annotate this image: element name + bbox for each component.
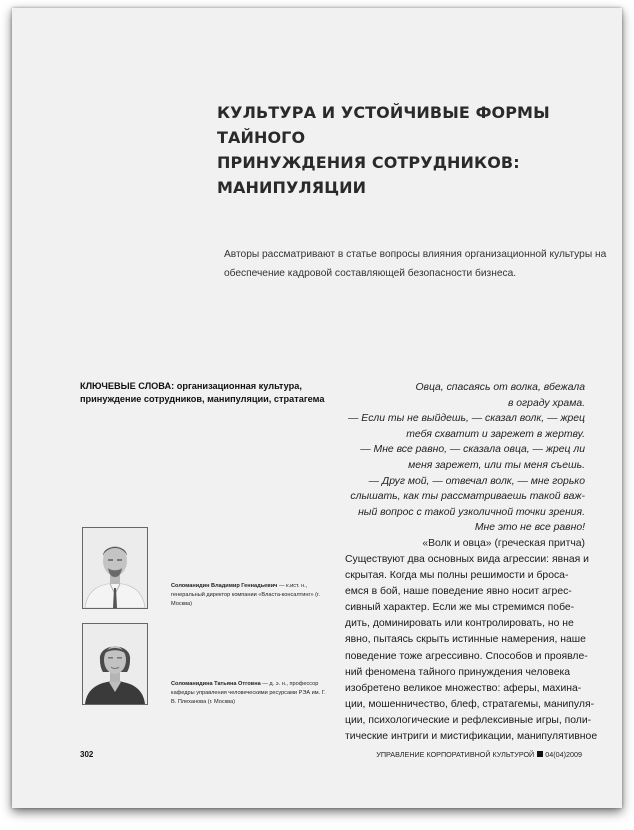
title-line: КУЛЬТУРА И УСТОЙЧИВЫЕ ФОРМЫ ТАЙНОГО	[217, 103, 550, 147]
article-title	[217, 100, 597, 200]
epigraph-line: слышать, как ты рассматриваешь такой важ-	[350, 491, 585, 503]
body-line: сивный характер. Если же мы стремимся побе-	[345, 602, 575, 614]
author-details: — д. э. н., профессор кафедры управления человеческими ресурсами РЭА им. Г. В. Плеханова (г. Москва)	[171, 681, 326, 705]
body-line: явно, пытаясь скрыть истинные намерения, наше	[345, 634, 586, 646]
epigraph-source: «Волк и овца» (греческая притча)	[422, 537, 585, 549]
title-line: МАНИПУЛЯЦИИ	[217, 178, 367, 197]
body-line: емся в бой, наше поведение явно носит агрес-	[345, 586, 572, 598]
epigraph	[305, 380, 585, 552]
body-line: дить, доминировать или контролировать, но не	[345, 618, 574, 630]
journal-footer	[376, 750, 582, 759]
article-abstract	[224, 245, 619, 283]
author-info	[171, 582, 331, 609]
epigraph-line: — Если ты не выйдешь, — сказал волк, — жрец	[348, 413, 585, 425]
journal-name: УПРАВЛЕНИЕ КОРПОРАТИВНОЙ КУЛЬТУРОЙ	[376, 750, 535, 759]
title-line: ПРИНУЖДЕНИЯ СОТРУДНИКОВ:	[217, 153, 520, 172]
epigraph-line: Овца, спасаясь от волка, вбежала	[415, 382, 585, 393]
epigraph-line: ный вопрос с такой узколичной точки зрения.	[358, 506, 585, 518]
body-line: ний феномена тайного принуждения человека	[345, 666, 571, 678]
author-portrait-female	[83, 624, 147, 704]
author-photo	[82, 623, 148, 705]
epigraph-line: меня зарежет, или ты меня съешь.	[408, 459, 585, 471]
abstract-line: обеспечение кадровой составляющей безопасности бизнеса.	[224, 268, 517, 279]
journal-page	[12, 8, 622, 808]
body-line: ции, мошенничество, блеф, стратагемы, манипуля-	[345, 698, 595, 710]
author-photo	[82, 527, 148, 609]
article-body	[345, 552, 603, 745]
body-line: изобретено великое множество: аферы, махина-	[345, 682, 582, 694]
epigraph-line: Мне это не все равно!	[474, 522, 585, 534]
keywords-label: КЛЮЧЕВЫЕ СЛОВА:	[80, 381, 175, 391]
author-details: — к.ист. н., генеральный директор компании «Власта-консалтинг» (г. Москва)	[171, 583, 320, 607]
epigraph-line: — Мне все равно, — сказала овца, — жрец ли	[360, 444, 585, 456]
body-line: тические интриги и мистификации, манипулятивное	[345, 731, 598, 743]
body-line: ции, психологические и рефлексивные игры, поли-	[345, 714, 592, 726]
page-number: 302	[80, 750, 94, 759]
journal-issue: 04(04)2009	[545, 750, 582, 759]
body-line: Существуют два основных вида агрессии: явная и	[345, 554, 589, 565]
epigraph-line: — Друг мой, — отвечал волк, — мне горько	[368, 475, 585, 487]
square-bullet-icon	[537, 751, 543, 757]
body-line: скрытая. Когда мы полны решимости и броса-	[345, 570, 569, 582]
keywords-text: организационная культура, принуждение сотрудников, манипуляции, стратагема	[80, 381, 325, 404]
author-name: Соломанидин Владимир Геннадьевич	[171, 583, 278, 589]
epigraph-line: тебя схватит и зарежет в жертву.	[406, 428, 585, 440]
body-line: поведение тоже агрессивно. Способов и проявле-	[345, 650, 588, 662]
author-info	[171, 680, 331, 707]
abstract-line: Авторы рассматривают в статье вопросы влияния организационной культуры на	[224, 249, 607, 260]
author-portrait-male	[83, 528, 147, 608]
epigraph-line: в ограду храма.	[507, 397, 585, 409]
author-name: Соломанидина Татьяна Отговна	[171, 681, 261, 687]
